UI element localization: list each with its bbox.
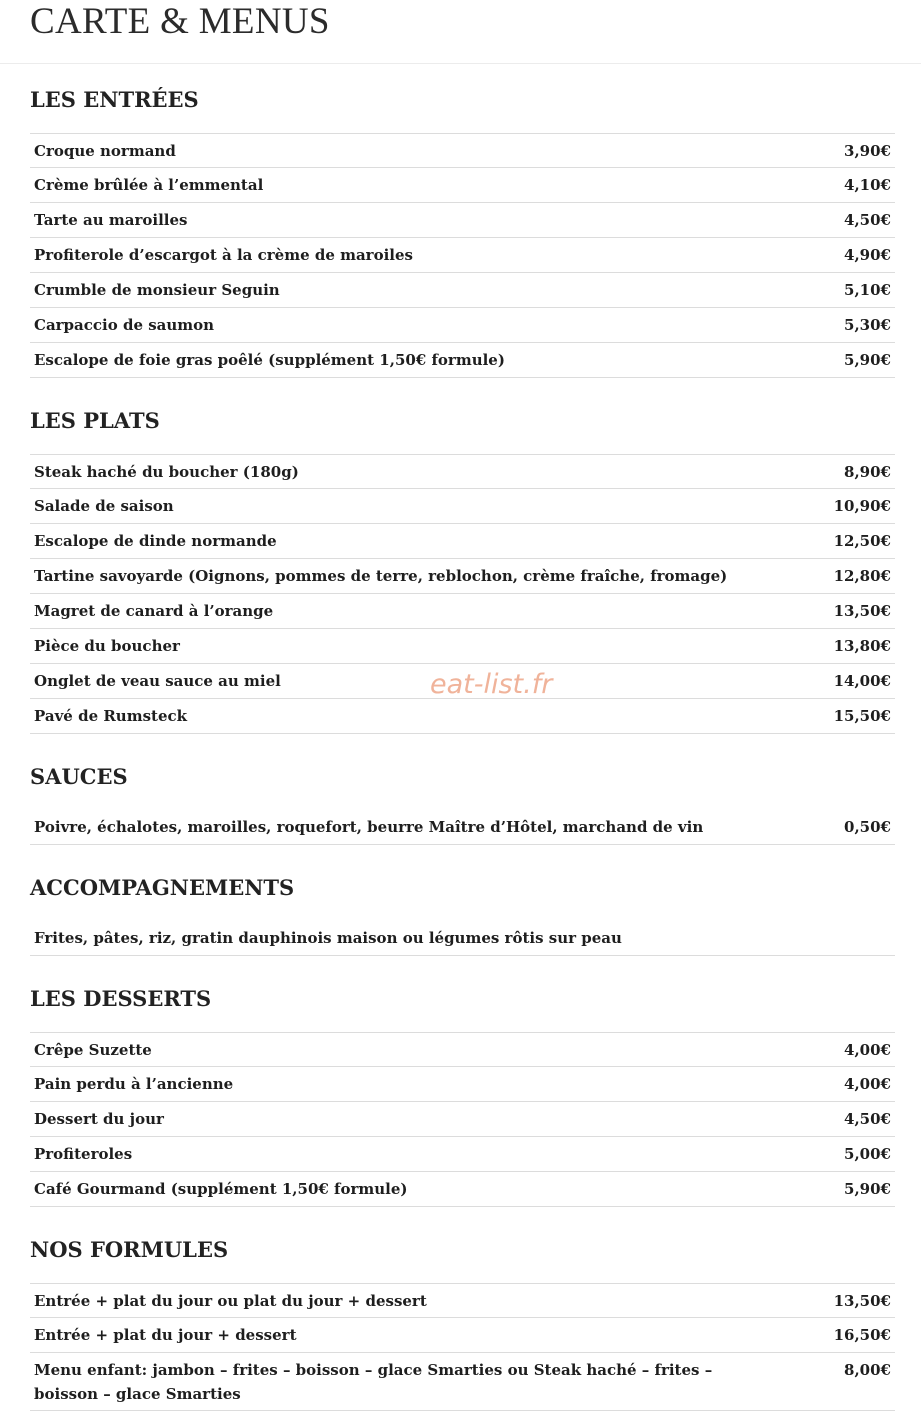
item-name: Poivre, échalotes, maroilles, roquefort, beurre Maître d’Hôtel, marchand de vin: [34, 818, 704, 836]
menu-item: [30, 594, 895, 629]
menu-item: [30, 273, 895, 308]
item-name: Profiterole d’escargot à la crème de maroiles: [34, 246, 413, 264]
item-price: 8,90€: [844, 463, 891, 481]
item-list-formules: [30, 1283, 895, 1411]
item-list-entrees: [30, 133, 895, 378]
section-heading-sauces: SAUCES: [30, 764, 128, 789]
item-name: Escalope de foie gras poêlé (supplément 1,50€ formule): [34, 351, 505, 369]
item-name: Menu enfant: jambon – frites – boisson – glace Smarties ou Steak haché – frites – boisson – glace Smarties: [34, 1361, 713, 1403]
section-heading-entrees: LES ENTRÉES: [30, 87, 199, 112]
item-price: 10,90€: [833, 497, 891, 515]
item-name: Pavé de Rumsteck: [34, 707, 188, 725]
item-price: 4,90€: [844, 246, 891, 264]
item-name: Salade de saison: [34, 497, 174, 515]
item-name: Pain perdu à l’ancienne: [34, 1075, 234, 1093]
item-name: Onglet de veau sauce au miel: [34, 672, 281, 690]
menu-item: [30, 1353, 895, 1411]
item-name: Entrée + plat du jour ou plat du jour + dessert: [34, 1292, 427, 1310]
menu-item: [30, 1067, 895, 1102]
item-price: 13,80€: [833, 637, 891, 655]
item-name: Crème brûlée à l’emmental: [34, 176, 264, 194]
item-name: Crumble de monsieur Seguin: [34, 281, 280, 299]
item-name: Tartine savoyarde (Oignons, pommes de terre, reblochon, crème fraîche, fromage): [34, 567, 728, 585]
item-name: Carpaccio de saumon: [34, 316, 215, 334]
item-price: 15,50€: [833, 707, 891, 725]
item-name: Café Gourmand (supplément 1,50€ formule): [34, 1180, 408, 1198]
item-price: 5,00€: [844, 1145, 891, 1163]
menu-item: [30, 1137, 895, 1172]
item-price: 8,00€: [844, 1361, 891, 1379]
item-list-accompagnements: [30, 921, 895, 956]
menu-item: [30, 1032, 895, 1067]
item-name: Escalope de dinde normande: [34, 532, 277, 550]
section-entrees: [30, 86, 895, 378]
item-price: 4,00€: [844, 1041, 891, 1059]
menu-item: [30, 921, 895, 956]
item-price: 5,90€: [844, 351, 891, 369]
menu-item: [30, 524, 895, 559]
item-price: 5,10€: [844, 281, 891, 299]
menu-item: [30, 559, 895, 594]
item-price: 5,30€: [844, 316, 891, 334]
item-price: 12,50€: [833, 532, 891, 550]
item-name: Pièce du boucher: [34, 637, 180, 655]
menu-item: [30, 810, 895, 845]
item-price: 5,90€: [844, 1180, 891, 1198]
section-accompagnements: [30, 874, 895, 956]
title-divider: [0, 63, 921, 64]
menu-item: [30, 238, 895, 273]
item-name: Steak haché du boucher (180g): [34, 463, 299, 481]
item-name: Croque normand: [34, 142, 176, 160]
section-sauces: [30, 763, 895, 845]
menu-item: [30, 454, 895, 489]
item-list-desserts: [30, 1032, 895, 1207]
item-name: Crêpe Suzette: [34, 1041, 152, 1059]
menu-item: [30, 1283, 895, 1318]
item-name: Frites, pâtes, riz, gratin dauphinois maison ou légumes rôtis sur peau: [34, 929, 622, 947]
menu-item: [30, 203, 895, 238]
item-price: 0,50€: [844, 818, 891, 836]
item-price: 13,50€: [833, 602, 891, 620]
item-price: 16,50€: [833, 1326, 891, 1344]
item-price: 4,50€: [844, 1110, 891, 1128]
menu-item: [30, 1102, 895, 1137]
section-heading-desserts: LES DESSERTS: [30, 986, 212, 1011]
menu-item: [30, 1318, 895, 1353]
section-heading-formules: NOS FORMULES: [30, 1237, 229, 1262]
menu-item: [30, 133, 895, 168]
section-desserts: [30, 985, 895, 1207]
watermark-text: eat-list.fr: [430, 669, 553, 700]
item-price: 3,90€: [844, 142, 891, 160]
menu-item: [30, 168, 895, 203]
item-price: 4,00€: [844, 1075, 891, 1093]
item-name: Dessert du jour: [34, 1110, 164, 1128]
item-price: 4,10€: [844, 176, 891, 194]
menu-item: [30, 1172, 895, 1207]
page-title: CARTE & MENUS: [30, 1, 330, 42]
item-price: 13,50€: [833, 1292, 891, 1310]
item-name: Tarte au maroilles: [34, 211, 188, 229]
menu-item: [30, 489, 895, 524]
item-price: 14,00€: [833, 672, 891, 690]
item-list-sauces: [30, 810, 895, 845]
section-heading-plats: LES PLATS: [30, 408, 160, 433]
menu-item: [30, 343, 895, 378]
section-heading-accompagnements: ACCOMPAGNEMENTS: [30, 875, 295, 900]
menu-item: [30, 699, 895, 734]
item-name: Profiteroles: [34, 1145, 133, 1163]
section-formules: [30, 1236, 895, 1411]
menu-item: [30, 629, 895, 664]
item-name: Magret de canard à l’orange: [34, 602, 274, 620]
item-name: Entrée + plat du jour + dessert: [34, 1326, 297, 1344]
item-price: 4,50€: [844, 211, 891, 229]
item-price: 12,80€: [833, 567, 891, 585]
menu-item: [30, 308, 895, 343]
